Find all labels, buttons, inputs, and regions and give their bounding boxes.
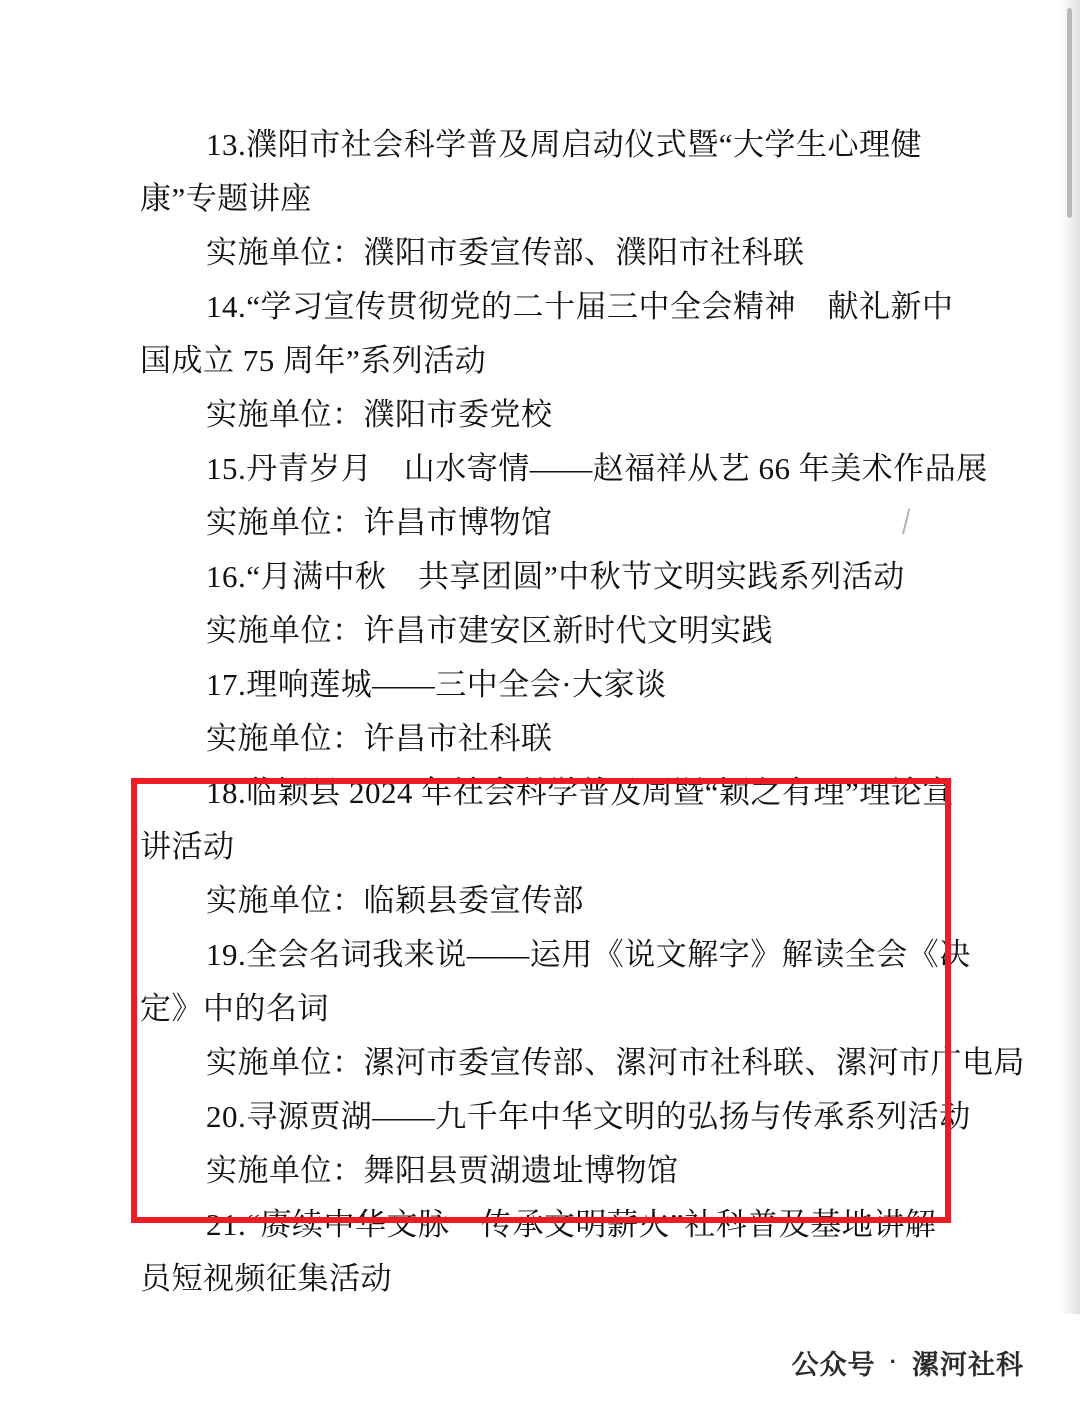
list-item: 员短视频征集活动: [140, 1261, 392, 1296]
list-item: 实施单位：漯河市委宣传部、漯河市社科联、漯河市广电局: [206, 1045, 1025, 1080]
list-item: 13.濮阳市社会科学普及周启动仪式暨“大学生心理健: [206, 127, 923, 162]
watermark-bar: [0, 1314, 1080, 1410]
list-item: 19.全会名词我来说——运用《说文解字》解读全会《决: [206, 937, 971, 972]
watermark-account-name: 漯河社科: [912, 1349, 1024, 1380]
watermark-prefix: 公众号: [791, 1349, 876, 1380]
list-item: 实施单位：临颖县委宣传部: [206, 883, 584, 918]
list-item: 定》中的名词: [140, 991, 329, 1026]
list-item: 14.“学习宣传贯彻党的二十届三中全会精神 献礼新中: [206, 289, 954, 324]
list-item: 实施单位：许昌市博物馆: [206, 505, 553, 540]
list-item: 21.“赓续中华文脉 传承文明薪火”社科普及基地讲解: [206, 1207, 937, 1242]
list-item: 康”专题讲座: [140, 181, 312, 216]
watermark-separator: ·: [889, 1349, 898, 1374]
list-item: 实施单位：濮阳市委党校: [206, 397, 553, 432]
list-item: 20.寻源贾湖——九千年中华文明的弘扬与传承系列活动: [206, 1099, 971, 1134]
list-item: 18.临颖县 2024 年社会科学普及周暨“颖之有理”理论宣: [206, 775, 954, 810]
list-item: 实施单位：舞阳县贾湖遗址博物馆: [206, 1153, 679, 1188]
list-item: 16.“月满中秋 共享团圆”中秋节文明实践系列活动: [206, 559, 905, 594]
list-item: 讲活动: [140, 829, 235, 864]
list-item: 实施单位：许昌市社科联: [206, 721, 553, 756]
list-item: 17.理响莲城——三中全会·大家谈: [206, 667, 667, 702]
list-item: 国成立 75 周年”系列活动: [140, 343, 487, 378]
list-item: 实施单位：许昌市建安区新时代文明实践: [206, 613, 773, 648]
list-item: 实施单位：濮阳市委宣传部、濮阳市社科联: [206, 235, 805, 270]
scrollbar-thumb[interactable]: [1067, 8, 1072, 218]
document-text-body: [0, 118, 1025, 1360]
list-item: 15.丹青岁月 山水寄情——赵福祥从艺 66 年美术作品展: [206, 451, 988, 486]
